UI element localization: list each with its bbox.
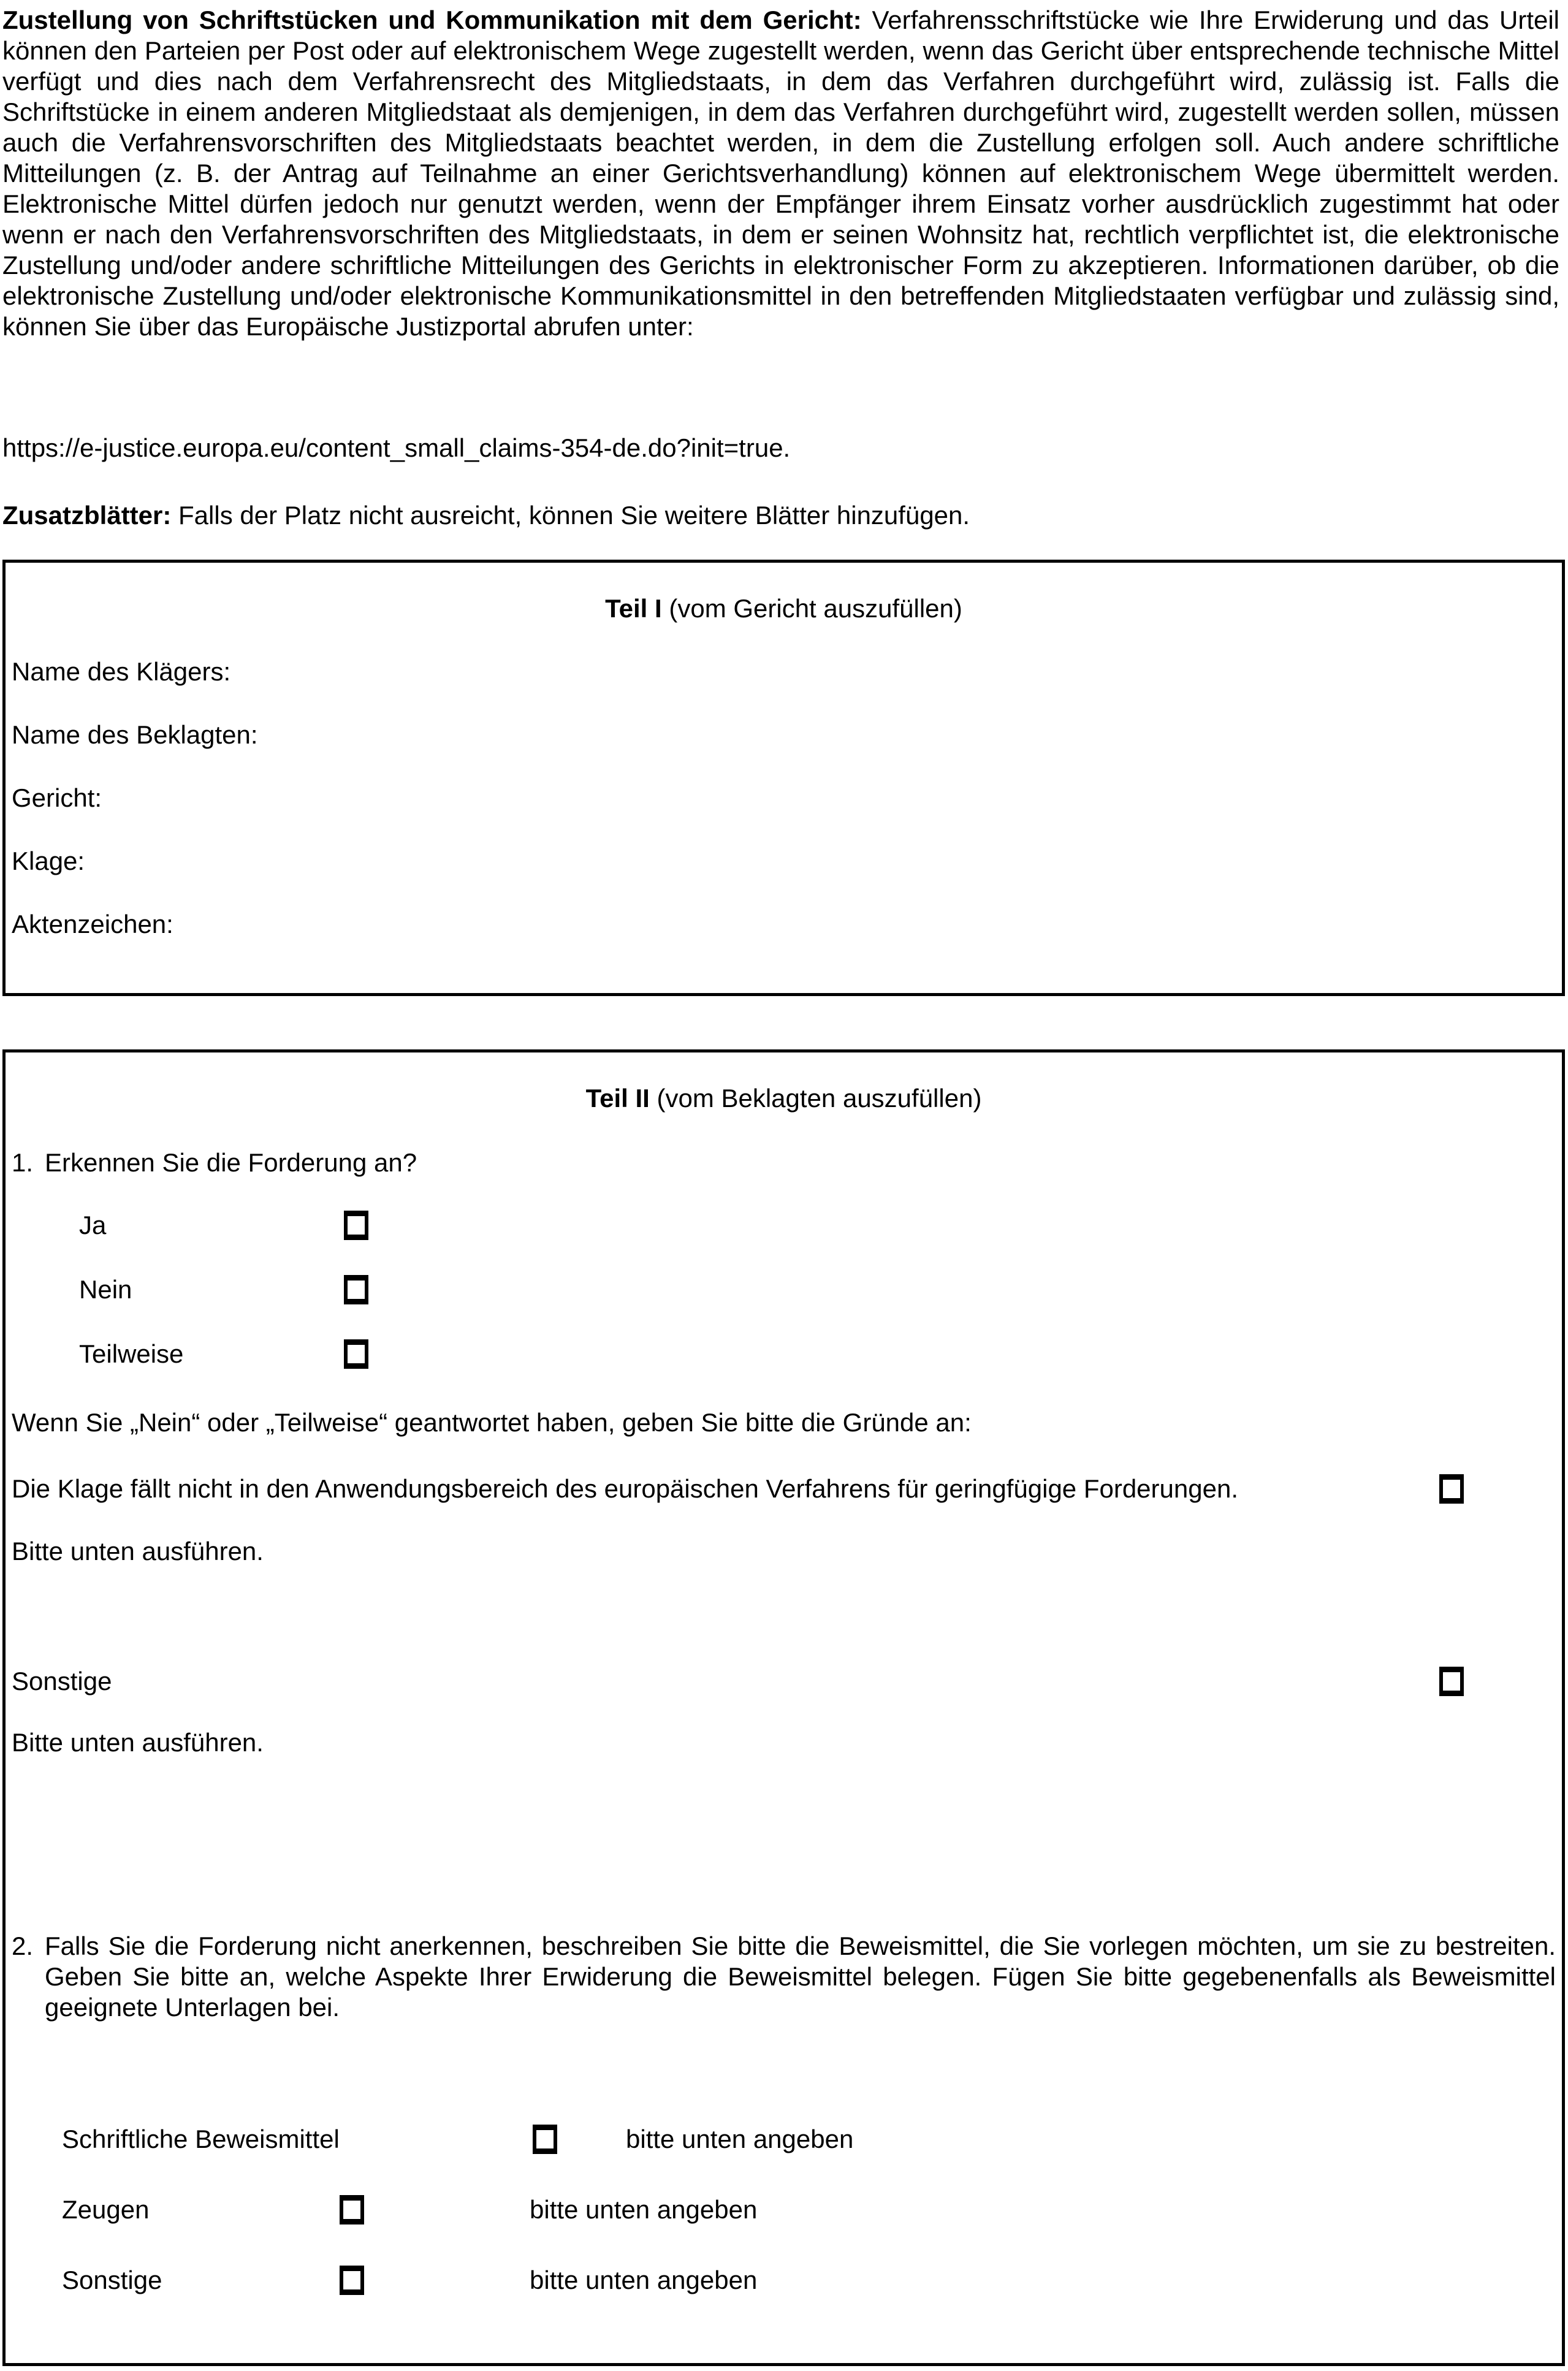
extra-sheets-body: Falls der Platz nicht ausreicht, können Sie weitere Blätter hinzufügen.: [171, 501, 970, 530]
field-label-case-number: Aktenzeichen:: [12, 910, 173, 938]
part1-title: [12, 593, 1556, 624]
intro-paragraph: [2, 5, 1559, 342]
checkbox-evidence-written[interactable]: [533, 2125, 557, 2154]
checkbox-evidence-other[interactable]: [340, 2266, 364, 2295]
intro-lead: Zustellung von Schriftstücken und Kommunikation mit dem Gericht:: [2, 6, 862, 34]
intro-body: Verfahrensschriftstücke wie Ihre Erwiderung und das Urteil können den Parteien per Post oder auf elektronischem Wege zugestellt werden, wenn das Gericht über entsprechende technische Mittel verfügt und dies nach dem Verfahrensrecht des Mitgliedstaats, in dem das Verfahren durchgeführt wird, zulässig ist. Falls die Schriftstücke in einem anderen Mitgliedstaat als demjenigen, in dem das Verfahren durchgeführt wird, zugestellt werden sollen, müssen auch die Verfahrensvorschriften des Mitgliedstaats beachtet werden, in dem die Zustellung erfolgen soll. Auch andere schriftliche Mitteilungen (z. B. der Antrag auf Teilnahme an einer Gerichtsverhandlung) können auf elektronischem Wege übermittelt werden. Elektronische Mittel dürfen jedoch nur genutzt werden, wenn der Empfänger ihrem Einsatz vorher ausdrücklich zugestimmt hat oder wenn er nach den Verfahrensvorschriften des Mitgliedstaats, in dem er seinen Wohnsitz hat, rechtlich verpflichtet ist, die elektronische Zustellung und/oder andere schriftliche Mitteilungen des Gerichts in elektronischer Form zu akzeptieren. Informationen darüber, ob die elektronische Zustellung und/oder elektronische Kommunikationsmittel in den betreffenden Mitgliedstaaten verfügbar und zulässig sind, können Sie über das Europäische Justizportal abrufen unter:: [2, 6, 1560, 341]
evidence-row-witnesses: [12, 2194, 1556, 2225]
checkbox-reason-other[interactable]: [1439, 1667, 1464, 1696]
part1-box: [2, 560, 1565, 996]
checkbox-nein[interactable]: [344, 1275, 368, 1304]
checkbox-reason-scope[interactable]: [1439, 1474, 1464, 1504]
reason-other-label: Sonstige: [12, 1667, 112, 1695]
evidence-note-other: bitte unten angeben: [530, 2266, 758, 2294]
evidence-label-written: Schriftliche Beweismittel: [62, 2125, 340, 2153]
checkbox-teilweise[interactable]: [344, 1339, 368, 1369]
option-row-nein: [12, 1274, 1556, 1305]
evidence-note-written: bitte unten angeben: [626, 2125, 854, 2153]
evidence-label-other: Sonstige: [62, 2266, 162, 2294]
field-label-defendant-name: Name des Beklagten:: [12, 720, 258, 749]
question-2-number: 2.: [12, 1931, 34, 1960]
checkbox-ja[interactable]: [344, 1211, 368, 1240]
question-1-number: 1.: [12, 1148, 34, 1177]
field-label-court: Gericht:: [12, 783, 102, 812]
evidence-row-written: [12, 2124, 1556, 2155]
reason-row-scope: [12, 1474, 1556, 1504]
extra-sheets-lead: Zusatzblätter:: [2, 501, 172, 530]
part2-title: [12, 1083, 1556, 1114]
option-label-teilweise: Teilweise: [79, 1339, 184, 1368]
evidence-row-other: [12, 2265, 1556, 2296]
part1-title-bold: Teil I: [605, 594, 662, 623]
reason-scope-note: Bitte unten ausführen.: [12, 1537, 264, 1566]
reasons-intro: Wenn Sie „Nein“ oder „Teilweise“ geantwortet haben, geben Sie bitte die Gründe an:: [12, 1408, 972, 1437]
field-label-claim: Klage:: [12, 847, 85, 875]
checkbox-evidence-witnesses[interactable]: [340, 2195, 364, 2224]
option-row-teilweise: [12, 1339, 1556, 1369]
part2-title-bold: Teil II: [585, 1084, 650, 1113]
reason-scope-label: Die Klage fällt nicht in den Anwendungsbereich des europäischen Verfahrens für geringfügige Forderungen.: [12, 1474, 1238, 1503]
reason-other-note: Bitte unten ausführen.: [12, 1728, 264, 1757]
part2-title-rest: (vom Beklagten auszufüllen): [649, 1084, 982, 1113]
question-1: [12, 1147, 1556, 1178]
question-1-text: Erkennen Sie die Forderung an?: [45, 1148, 417, 1177]
evidence-label-witnesses: Zeugen: [62, 2195, 150, 2224]
option-label-ja: Ja: [79, 1211, 107, 1239]
justice-portal-url: https://e-justice.europa.eu/content_small_claims-354-de.do?init=true.: [2, 433, 791, 462]
field-label-claimant-name: Name des Klägers:: [12, 657, 231, 686]
question-2: [12, 1931, 1556, 2023]
part1-title-rest: (vom Gericht auszufüllen): [661, 594, 962, 623]
option-row-ja: [12, 1210, 1556, 1241]
reason-row-other: [12, 1666, 1556, 1697]
evidence-note-witnesses: bitte unten angeben: [530, 2195, 758, 2224]
question-2-text: Falls Sie die Forderung nicht anerkennen, beschreiben Sie bitte die Beweismittel, die Sie vorlegen möchten, um sie zu bestreiten. Geben Sie bitte an, welche Aspekte Ihrer Erwiderung die Beweismittel belegen. Fügen Sie bitte gegebenenfalls als Beweismittel geeignete Unterlagen bei.: [45, 1931, 1556, 2022]
part2-box: [2, 1049, 1565, 2366]
option-label-nein: Nein: [79, 1275, 132, 1304]
extra-sheets-note: [2, 500, 1559, 531]
